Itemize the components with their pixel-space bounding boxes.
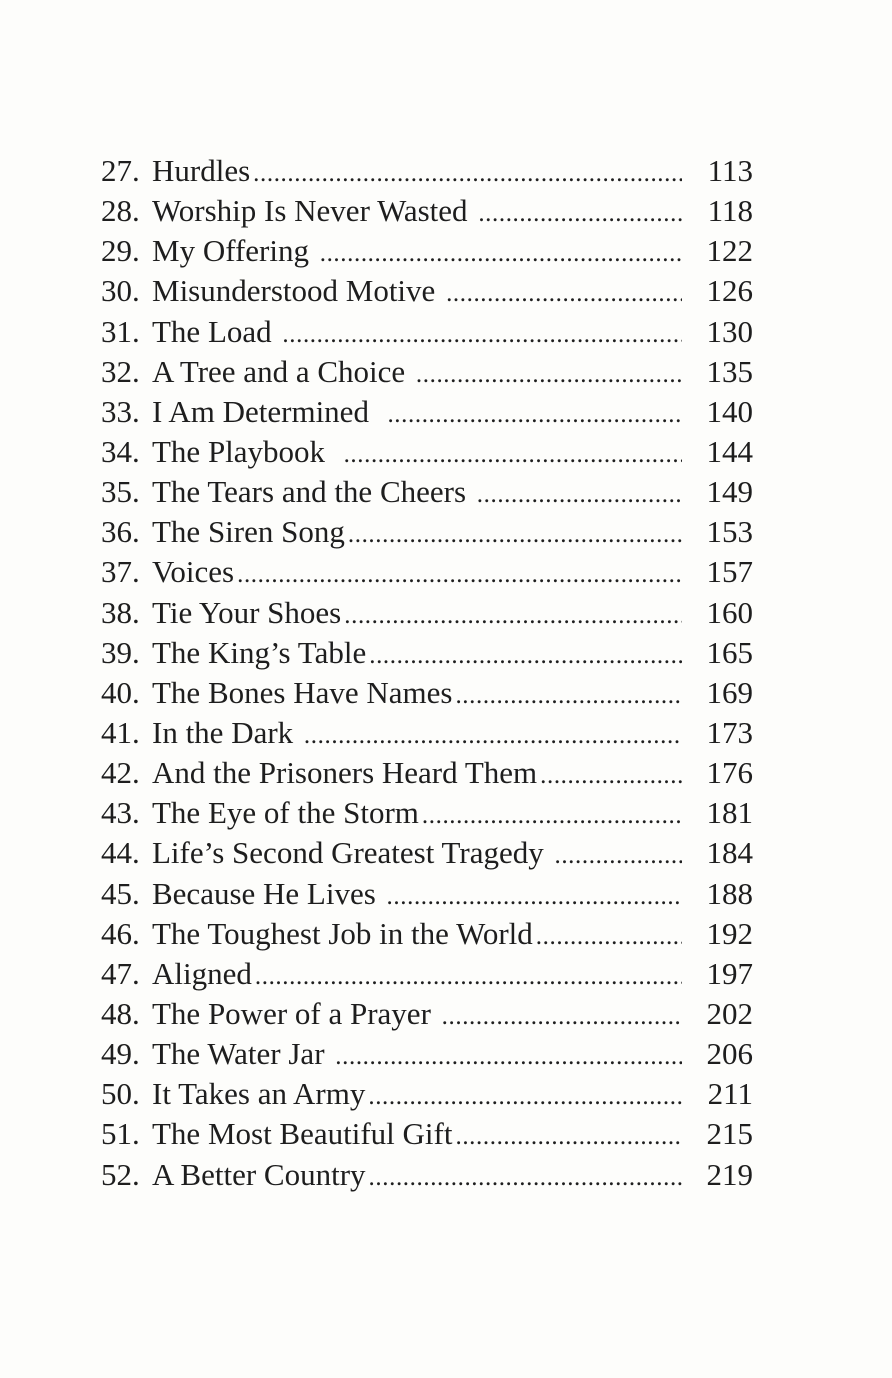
toc-entry <box>101 392 753 432</box>
chapter-number: 34. <box>101 433 140 469</box>
toc-entry <box>101 1034 753 1074</box>
chapter-number: 43. <box>101 795 140 831</box>
page-number: 126 <box>706 273 753 309</box>
chapter-title: The Siren Song <box>152 514 345 550</box>
dot-leader <box>368 1074 682 1117</box>
dot-leader <box>422 793 682 836</box>
chapter-number: 50. <box>101 1076 140 1112</box>
dot-leader <box>536 914 682 957</box>
dot-leader <box>540 753 682 796</box>
chapter-number: 45. <box>101 875 140 911</box>
toc-entry <box>101 633 753 673</box>
chapter-title: And the Prisoners Heard Them <box>152 755 538 791</box>
chapter-title: A Tree and a Choice <box>152 353 413 389</box>
page-number: 215 <box>706 1116 753 1152</box>
chapter-number: 32. <box>101 353 140 389</box>
dot-leader <box>416 352 682 395</box>
chapter-number: 27. <box>101 153 140 188</box>
dot-leader <box>369 633 682 676</box>
toc-entry <box>101 552 753 592</box>
chapter-number: 49. <box>101 1036 140 1072</box>
page-number: 169 <box>706 674 753 710</box>
chapter-number: 36. <box>101 514 140 550</box>
toc-entry <box>101 1114 753 1154</box>
page-number: 188 <box>706 875 753 911</box>
chapter-title: Because He Lives <box>152 875 384 911</box>
toc-entry <box>101 713 753 753</box>
toc-entry <box>101 151 753 191</box>
dot-leader <box>304 713 682 756</box>
chapter-number: 41. <box>101 714 140 750</box>
page-number: 184 <box>706 835 753 871</box>
toc-entry <box>101 191 753 231</box>
page-number: 140 <box>706 393 753 429</box>
toc-entry <box>101 312 753 352</box>
dot-leader <box>335 1034 682 1077</box>
chapter-title: Life’s Second Greatest Tragedy <box>152 835 552 871</box>
page-number: 160 <box>706 594 753 630</box>
chapter-number: 44. <box>101 835 140 871</box>
toc-entry <box>101 994 753 1034</box>
dot-leader <box>253 151 682 194</box>
chapter-title: The King’s Table <box>152 634 367 670</box>
toc-entry <box>101 271 753 311</box>
dot-leader <box>344 432 682 475</box>
page-number: 181 <box>706 795 753 831</box>
page-number: 153 <box>706 514 753 550</box>
chapter-number: 46. <box>101 915 140 951</box>
chapter-title: Hurdles <box>152 153 251 188</box>
chapter-number: 30. <box>101 273 140 309</box>
chapter-number: 52. <box>101 1156 140 1192</box>
dot-leader <box>477 472 682 515</box>
page-number: 211 <box>707 1076 753 1112</box>
dot-leader <box>282 312 682 355</box>
page-number: 202 <box>706 995 753 1031</box>
chapter-number: 47. <box>101 955 140 991</box>
page-number: 173 <box>706 714 753 750</box>
chapter-number: 29. <box>101 233 140 269</box>
toc-entry <box>101 512 753 552</box>
chapter-title: The Toughest Job in the World <box>152 915 533 951</box>
chapter-number: 28. <box>101 193 140 229</box>
page-number: 197 <box>706 955 753 991</box>
toc-entry <box>101 793 753 833</box>
dot-leader <box>455 1114 682 1157</box>
chapter-title: I Am Determined <box>152 393 385 429</box>
chapter-title: A Better Country <box>152 1156 366 1192</box>
toc-entry <box>101 954 753 994</box>
toc-entry <box>101 432 753 472</box>
chapter-number: 42. <box>101 755 140 791</box>
toc-list <box>101 151 753 1195</box>
page-number: 176 <box>706 755 753 791</box>
dot-leader <box>446 271 682 314</box>
toc-entry <box>101 874 753 914</box>
toc-entry <box>101 753 753 793</box>
toc-entry <box>101 673 753 713</box>
toc-entry <box>101 1155 753 1195</box>
dot-leader <box>255 954 682 997</box>
dot-leader <box>387 874 682 917</box>
chapter-title: My Offering <box>152 233 317 269</box>
chapter-title: The Playbook <box>152 433 341 469</box>
dot-leader <box>348 512 682 555</box>
page-number: 144 <box>706 433 753 469</box>
chapter-title: Tie Your Shoes <box>152 594 342 630</box>
toc-entry <box>101 914 753 954</box>
page-number: 192 <box>706 915 753 951</box>
chapter-title: The Water Jar <box>152 1036 333 1072</box>
page-number: 122 <box>706 233 753 269</box>
chapter-title: Voices <box>152 554 235 590</box>
dot-leader <box>442 994 682 1037</box>
chapter-number: 40. <box>101 674 140 710</box>
chapter-title: The Most Beautiful Gift <box>152 1116 453 1152</box>
page-number: 157 <box>706 554 753 590</box>
chapter-title: The Tears and the Cheers <box>152 474 474 510</box>
toc-entry <box>101 593 753 633</box>
dot-leader <box>478 191 682 234</box>
chapter-title: It Takes an Army <box>152 1076 366 1112</box>
toc-entry <box>101 352 753 392</box>
page-number: 130 <box>706 313 753 349</box>
chapter-number: 48. <box>101 995 140 1031</box>
chapter-title: The Load <box>152 313 280 349</box>
dot-leader <box>344 593 682 636</box>
chapter-title: Aligned <box>152 955 252 991</box>
toc-entry <box>101 231 753 271</box>
page-number: 219 <box>706 1156 753 1192</box>
dot-leader <box>455 673 682 716</box>
chapter-title: In the Dark <box>152 714 301 750</box>
page-number: 165 <box>706 634 753 670</box>
chapter-number: 38. <box>101 594 140 630</box>
chapter-title: The Bones Have Names <box>152 674 453 710</box>
chapter-title: Misunderstood Motive <box>152 273 444 309</box>
chapter-number: 35. <box>101 474 140 510</box>
chapter-title: The Eye of the Storm <box>152 795 419 831</box>
chapter-number: 51. <box>101 1116 140 1152</box>
dot-leader <box>554 833 682 876</box>
chapter-title: Worship Is Never Wasted <box>152 193 476 229</box>
toc-entry <box>101 833 753 873</box>
dot-leader <box>237 552 682 595</box>
toc-entry <box>101 472 753 512</box>
page-number: 118 <box>707 193 753 229</box>
chapter-title: The Power of a Prayer <box>152 995 439 1031</box>
toc-entry <box>101 1074 753 1114</box>
page-number: 206 <box>706 1036 753 1072</box>
dot-leader <box>369 1155 682 1198</box>
chapter-number: 31. <box>101 313 140 349</box>
chapter-number: 37. <box>101 554 140 590</box>
page-number: 135 <box>706 353 753 389</box>
page-number: 149 <box>706 474 753 510</box>
dot-leader <box>387 392 682 435</box>
chapter-number: 39. <box>101 634 140 670</box>
chapter-number: 33. <box>101 393 140 429</box>
dot-leader <box>320 231 682 274</box>
page-number: 113 <box>707 153 753 188</box>
